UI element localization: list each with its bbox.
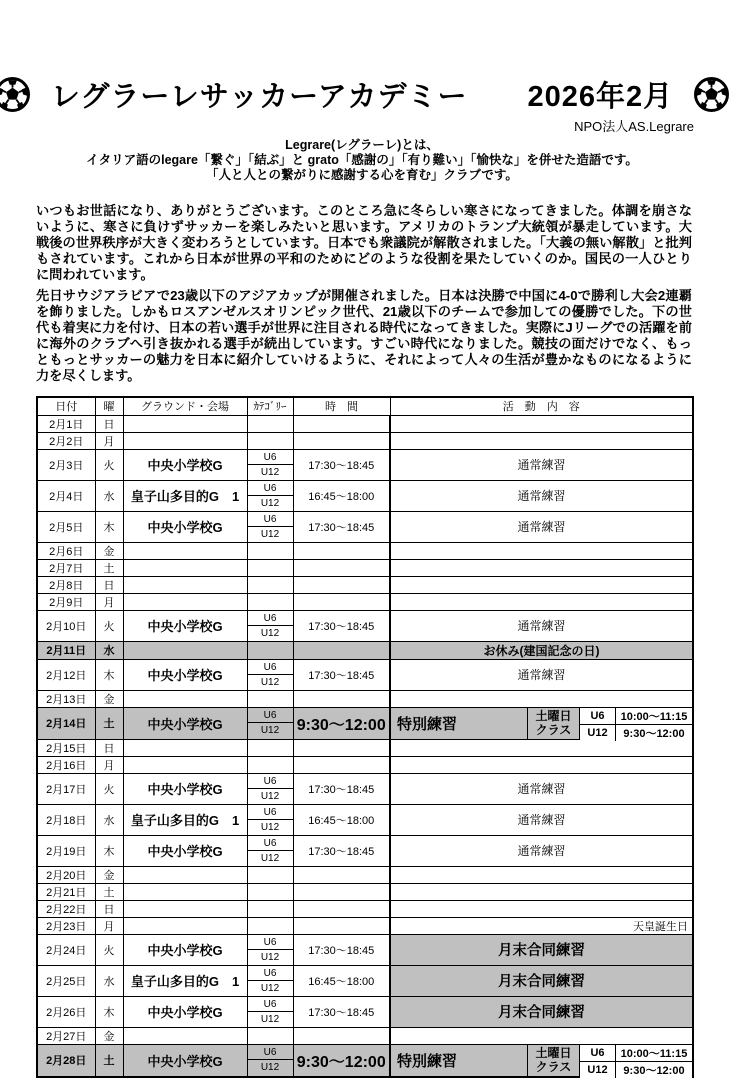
ground-cell [123, 900, 247, 917]
time-cell [293, 576, 390, 593]
time-cell: 9:30～12:00 [293, 1044, 390, 1077]
ground-cell: 中央小学校G [123, 773, 247, 804]
category-cell [247, 576, 293, 593]
ground-cell [123, 415, 247, 432]
saturday-class-label-line: クラス [535, 1060, 572, 1074]
schedule-row [37, 707, 693, 739]
category-label: U6 [248, 708, 293, 723]
schedule-row [37, 690, 693, 707]
saturday-class-label-line: クラス [535, 723, 572, 737]
activity-cell: 月末合同練習 [390, 965, 693, 996]
activity-cell: 通常練習 [390, 804, 693, 835]
intro-paragraph-2: 先日サウジアラビアで23歳以下のアジアカップが開催されました。日本は決勝で中国に4-0で勝利し大会2連覇を飾りました。しかもロスアンゼルスオリンピック世代、21歳以下のチームで参加しての優勝でした。下の世代も着実に力を付け、日本の若い選手が世界に注目される時代になってきました。実際にJリーグでの活躍を前に海外のクラブへ引き抜かれる選手が続出しています。すごい時代になりました。競技の面だけでなく、もっともっとサッカーの魅力を日本に紹介していけるように、それによって人々の生活が豊かなものになるように力を尽くします。 [36, 288, 692, 383]
activity-cell: 通常練習 [390, 610, 693, 641]
activity-cell [390, 1044, 693, 1077]
category-cell [247, 996, 293, 1027]
category-cell [247, 449, 293, 480]
schedule-row [37, 934, 693, 965]
category-label: U12 [260, 676, 280, 688]
ground-cell: 中央小学校G [123, 934, 247, 965]
ground-cell: 中央小学校G [123, 511, 247, 542]
category-cell [247, 690, 293, 707]
category-cell [247, 480, 293, 511]
schedule-row [37, 415, 693, 432]
schedule-row [37, 835, 693, 866]
time-cell: 17:30～18:45 [293, 996, 390, 1027]
schedule-row [37, 756, 693, 773]
category-label: U12 [260, 466, 280, 478]
saturday-class-label-line: 土曜日 [535, 1046, 572, 1060]
activity-cell [390, 542, 693, 559]
activity-cell: 通常練習 [390, 659, 693, 690]
ground-cell [123, 739, 247, 756]
date-cell: 2月20日 [37, 866, 95, 883]
time-cell: 16:45～18:00 [293, 480, 390, 511]
activity-cell [390, 707, 693, 739]
day-cell: 金 [95, 690, 123, 707]
date-cell: 2月13日 [37, 690, 95, 707]
saturday-time: 10:00～11:15 [616, 708, 692, 725]
schedule-table [36, 396, 694, 1078]
activity-cell: 月末合同練習 [390, 996, 693, 1027]
schedule-row [37, 804, 693, 835]
time-cell [293, 883, 390, 900]
category-cell [247, 432, 293, 449]
saturday-class-times [579, 708, 692, 739]
category-cell [247, 707, 293, 739]
time-cell: 16:45～18:00 [293, 804, 390, 835]
day-cell: 水 [95, 804, 123, 835]
special-activity [391, 708, 692, 739]
category-cell [247, 1044, 293, 1077]
category-cell [247, 773, 293, 804]
activity-cell [390, 690, 693, 707]
ground-cell [123, 690, 247, 707]
day-cell: 水 [95, 641, 123, 659]
activity-cell [390, 593, 693, 610]
club-description-line: イタリア語のlegare「繋ぐ」「結ぶ」と grato「感謝の」「有り難い」「愉快な」を併せた造語です。 [86, 153, 638, 167]
activity-cell [390, 1027, 693, 1044]
ground-cell: 中央小学校G [123, 835, 247, 866]
intro-section [36, 203, 692, 384]
activity-cell [390, 900, 693, 917]
category-label: U12 [260, 725, 280, 736]
club-description [0, 138, 724, 183]
date-cell: 2月15日 [37, 739, 95, 756]
saturday-time: 9:30～12:00 [616, 725, 692, 741]
date-cell: 2月28日 [37, 1044, 95, 1077]
category-label: U12 [260, 528, 280, 540]
ground-cell: 中央小学校G [123, 1044, 247, 1077]
saturday-category: U6 [580, 708, 616, 725]
category-cell [247, 965, 293, 996]
category-label: U12 [260, 821, 280, 833]
saturday-category: U12 [580, 1062, 616, 1078]
ground-cell [123, 866, 247, 883]
category-cell [247, 934, 293, 965]
category-cell [247, 559, 293, 576]
category-cell [247, 1027, 293, 1044]
date-cell: 2月3日 [37, 449, 95, 480]
schedule-row [37, 965, 693, 996]
soccer-ball-icon [0, 76, 31, 113]
time-cell [293, 559, 390, 576]
day-cell: 水 [95, 965, 123, 996]
activity-cell: 通常練習 [390, 773, 693, 804]
category-label: U6 [248, 450, 293, 465]
day-cell: 土 [95, 559, 123, 576]
category-cell [247, 804, 293, 835]
saturday-category: U12 [580, 725, 616, 741]
soccer-ball-icon [693, 76, 730, 113]
ground-cell [123, 593, 247, 610]
schedule-row [37, 593, 693, 610]
ground-cell: 皇子山多目的G 1 [123, 804, 247, 835]
schedule-row [37, 773, 693, 804]
activity-cell [390, 866, 693, 883]
day-cell: 木 [95, 511, 123, 542]
day-cell: 土 [95, 1044, 123, 1077]
category-label: U6 [248, 611, 293, 626]
activity-cell: 通常練習 [390, 480, 693, 511]
day-cell: 土 [95, 707, 123, 739]
category-cell [247, 739, 293, 756]
day-cell: 金 [95, 1027, 123, 1044]
day-cell: 日 [95, 739, 123, 756]
ground-cell: 皇子山多目的G 1 [123, 965, 247, 996]
date-cell: 2月12日 [37, 659, 95, 690]
schedule-row [37, 866, 693, 883]
club-description-line: 「人と人との繋がりに感謝する心を育む」クラブです。 [206, 168, 518, 182]
schedule-row [37, 559, 693, 576]
day-cell: 月 [95, 593, 123, 610]
category-label: U6 [248, 660, 293, 675]
category-label: U6 [248, 805, 293, 820]
category-label: U6 [248, 512, 293, 527]
intro-paragraph-1: いつもお世話になり、ありがとうございます。このところ急に冬らしい寒さになってきました。体調を崩さないように、寒さに負けずサッカーを楽しみたいと思います。アメリカのトランプ大統領が暴走しています。大戦後の世界秩序が大きく変わろうとしています。日本でも衆議院が解散されました。「大義の無い解散」と批判もされています。これから日本が世界の平和のためにどのような役割を果たしていくのか。国民の一人ひとりに問われています。 [36, 203, 692, 282]
day-cell: 木 [95, 659, 123, 690]
activity-cell [390, 576, 693, 593]
category-label: U6 [248, 481, 293, 496]
ground-cell [123, 1027, 247, 1044]
ground-cell: 中央小学校G [123, 449, 247, 480]
schedule-row [37, 996, 693, 1027]
saturday-class-label-line: 土曜日 [535, 709, 572, 723]
date-cell: 2月5日 [37, 511, 95, 542]
day-cell: 日 [95, 415, 123, 432]
activity-cell: 通常練習 [390, 511, 693, 542]
ground-cell [123, 542, 247, 559]
activity-cell: 通常練習 [390, 449, 693, 480]
activity-cell [390, 883, 693, 900]
activity-label: 特別練習 [397, 715, 458, 733]
title-row [0, 74, 724, 115]
category-cell [247, 610, 293, 641]
category-label: U12 [260, 852, 280, 864]
activity-cell [390, 432, 693, 449]
category-label: U6 [248, 935, 293, 950]
date-cell: 2月25日 [37, 965, 95, 996]
time-cell: 17:30～18:45 [293, 835, 390, 866]
org-name: NPO法人AS.Legrare [574, 119, 694, 134]
ground-cell: 皇子山多目的G 1 [123, 480, 247, 511]
day-cell: 日 [95, 900, 123, 917]
time-cell: 9:30～12:00 [293, 707, 390, 739]
category-label: U12 [260, 497, 280, 509]
header [0, 0, 724, 183]
schedule-row [37, 917, 693, 934]
date-cell: 2月2日 [37, 432, 95, 449]
category-label: U12 [260, 982, 280, 994]
ground-cell [123, 559, 247, 576]
ground-cell: 中央小学校G [123, 996, 247, 1027]
category-cell [247, 641, 293, 659]
schedule-row [37, 739, 693, 756]
time-cell: 17:30～18:45 [293, 511, 390, 542]
ground-cell [123, 917, 247, 934]
category-label: U12 [260, 951, 280, 963]
category-label: U12 [260, 1013, 280, 1025]
schedule-row [37, 1044, 693, 1077]
date-cell: 2月16日 [37, 756, 95, 773]
time-cell [293, 739, 390, 756]
category-cell [247, 542, 293, 559]
category-label: U12 [260, 627, 280, 639]
category-label: U6 [248, 966, 293, 981]
time-cell: 17:30～18:45 [293, 773, 390, 804]
special-activity [391, 1045, 692, 1076]
day-cell: 水 [95, 480, 123, 511]
time-cell [293, 415, 390, 432]
saturday-class-label [527, 1045, 579, 1076]
col-header-day: 曜 [95, 397, 123, 415]
ground-cell [123, 883, 247, 900]
time-cell: 17:30～18:45 [293, 659, 390, 690]
col-header-date: 日付 [37, 397, 95, 415]
day-cell: 月 [95, 432, 123, 449]
ground-cell [123, 641, 247, 659]
day-cell: 火 [95, 934, 123, 965]
day-cell: 金 [95, 866, 123, 883]
page-title: レグラーレサッカーアカデミー 2026年2月 [50, 81, 674, 113]
date-cell: 2月8日 [37, 576, 95, 593]
date-cell: 2月22日 [37, 900, 95, 917]
category-label: U6 [248, 774, 293, 789]
day-cell: 日 [95, 576, 123, 593]
time-cell: 17:30～18:45 [293, 934, 390, 965]
ground-cell: 中央小学校G [123, 659, 247, 690]
ground-cell: 中央小学校G [123, 707, 247, 739]
activity-cell [390, 917, 693, 934]
activity-cell [390, 559, 693, 576]
date-cell: 2月14日 [37, 707, 95, 739]
time-cell [293, 593, 390, 610]
date-cell: 2月9日 [37, 593, 95, 610]
time-cell [293, 432, 390, 449]
schedule-row [37, 900, 693, 917]
day-cell: 火 [95, 773, 123, 804]
category-label: U6 [248, 1045, 293, 1060]
time-cell [293, 641, 390, 659]
day-cell: 月 [95, 917, 123, 934]
day-cell: 木 [95, 996, 123, 1027]
date-cell: 2月21日 [37, 883, 95, 900]
date-cell: 2月7日 [37, 559, 95, 576]
date-cell: 2月18日 [37, 804, 95, 835]
col-header-category: ｶﾃｺﾞﾘｰ [247, 397, 293, 415]
day-cell: 月 [95, 756, 123, 773]
ground-cell: 中央小学校G [123, 610, 247, 641]
day-cell: 火 [95, 610, 123, 641]
time-cell [293, 690, 390, 707]
date-cell: 2月11日 [37, 641, 95, 659]
saturday-class-times [579, 1045, 692, 1076]
saturday-time: 10:00～11:15 [616, 1045, 692, 1062]
schedule-row [37, 432, 693, 449]
day-cell: 火 [95, 449, 123, 480]
time-cell [293, 1027, 390, 1044]
date-cell: 2月24日 [37, 934, 95, 965]
time-cell: 17:30～18:45 [293, 610, 390, 641]
schedule-row [37, 883, 693, 900]
time-cell [293, 542, 390, 559]
date-cell: 2月1日 [37, 415, 95, 432]
date-cell: 2月4日 [37, 480, 95, 511]
day-cell: 木 [95, 835, 123, 866]
col-header-time: 時 間 [293, 397, 390, 415]
activity-label: 特別練習 [397, 1052, 458, 1070]
time-cell [293, 866, 390, 883]
time-cell [293, 900, 390, 917]
activity-cell [390, 756, 693, 773]
col-header-activity: 活 動 内 容 [390, 397, 693, 415]
schedule-row [37, 659, 693, 690]
date-cell: 2月23日 [37, 917, 95, 934]
col-header-ground: グラウンド・会場 [123, 397, 247, 415]
schedule-row [37, 610, 693, 641]
time-cell [293, 917, 390, 934]
saturday-time: 9:30～12:00 [616, 1062, 692, 1078]
category-cell [247, 917, 293, 934]
time-cell: 17:30～18:45 [293, 449, 390, 480]
activity-cell: 通常練習 [390, 835, 693, 866]
category-cell [247, 659, 293, 690]
date-cell: 2月26日 [37, 996, 95, 1027]
time-cell [293, 756, 390, 773]
ground-cell [123, 432, 247, 449]
holiday-note: 天皇誕生日 [633, 920, 688, 933]
schedule-row [37, 576, 693, 593]
table-header-row [37, 397, 693, 415]
category-cell [247, 866, 293, 883]
schedule-row [37, 480, 693, 511]
category-label: U12 [260, 1062, 280, 1073]
ground-cell [123, 576, 247, 593]
schedule-row [37, 641, 693, 659]
activity-cell: お休み(建国記念の日) [390, 641, 693, 659]
day-cell: 土 [95, 883, 123, 900]
date-cell: 2月10日 [37, 610, 95, 641]
club-description-line: Legrare(レグラーレ)とは、 [285, 138, 439, 152]
ground-cell [123, 756, 247, 773]
date-cell: 2月19日 [37, 835, 95, 866]
date-cell: 2月27日 [37, 1027, 95, 1044]
date-cell: 2月6日 [37, 542, 95, 559]
category-cell [247, 415, 293, 432]
time-cell: 16:45～18:00 [293, 965, 390, 996]
schedule-table-body [37, 415, 693, 1077]
schedule-row [37, 449, 693, 480]
day-cell: 金 [95, 542, 123, 559]
saturday-class-label [527, 708, 579, 739]
category-cell [247, 835, 293, 866]
category-cell [247, 900, 293, 917]
schedule-row [37, 542, 693, 559]
category-label: U6 [248, 997, 293, 1012]
activity-cell [390, 415, 693, 432]
schedule-row [37, 1027, 693, 1044]
activity-cell [390, 739, 693, 756]
activity-cell: 月末合同練習 [390, 934, 693, 965]
saturday-category: U6 [580, 1045, 616, 1062]
date-cell: 2月17日 [37, 773, 95, 804]
category-label: U6 [248, 836, 293, 851]
schedule-row [37, 511, 693, 542]
category-label: U12 [260, 790, 280, 802]
category-cell [247, 756, 293, 773]
category-cell [247, 593, 293, 610]
category-cell [247, 511, 293, 542]
category-cell [247, 883, 293, 900]
